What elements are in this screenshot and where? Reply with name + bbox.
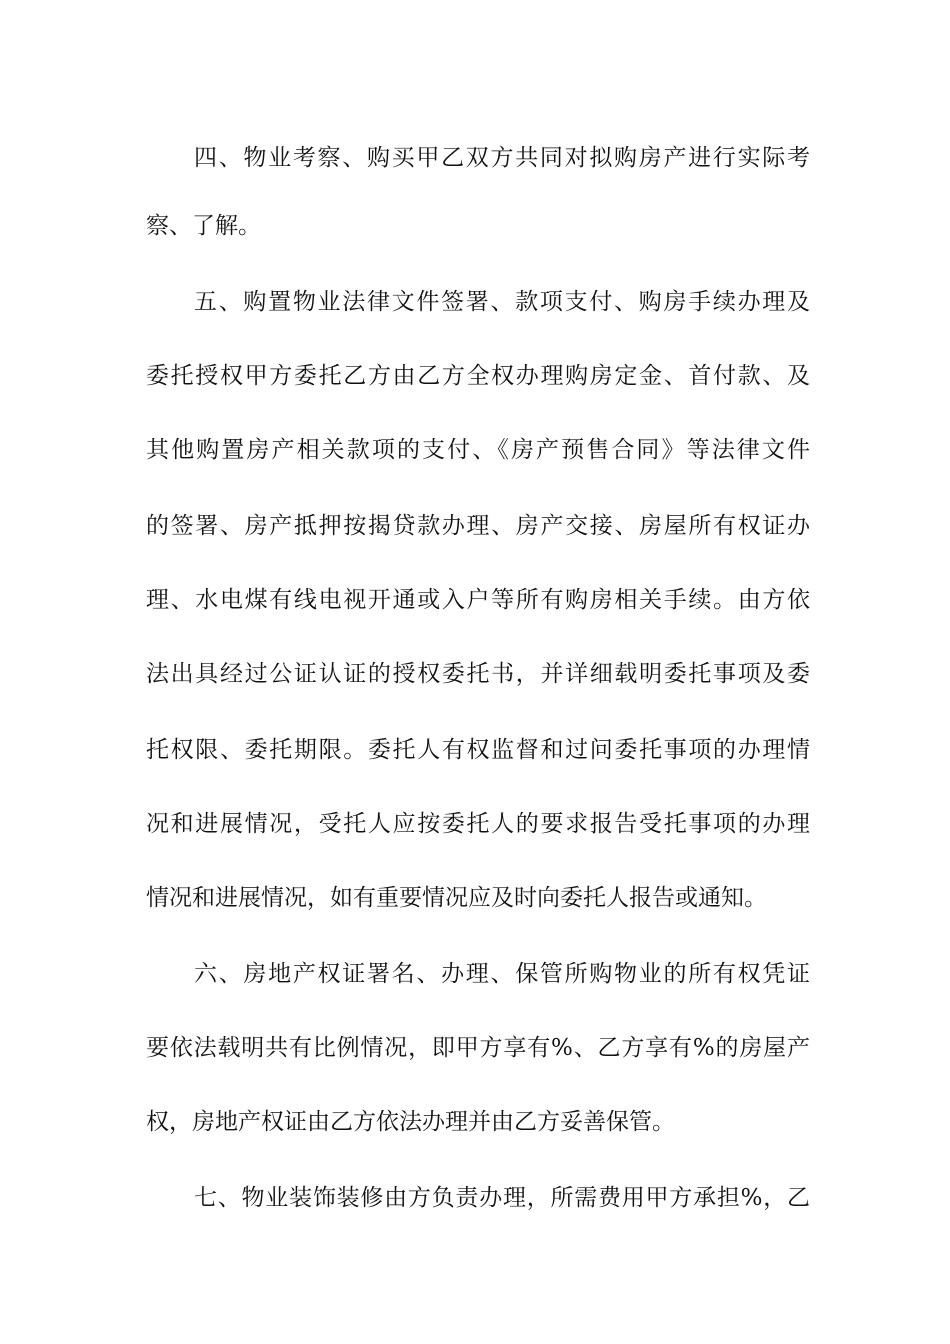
paragraph-5-line-3: 其他购置房产相关款项的支付、《房产预售合同》等法律文件 bbox=[146, 437, 810, 463]
paragraph-5-line-1: 五、购置物业法律文件签署、款项支付、购房手续办理及 bbox=[194, 289, 810, 315]
paragraph-5-line-6: 法出具经过公证认证的授权委托书，并详细载明委托事项及委 bbox=[146, 661, 810, 687]
paragraph-7-line-1: 七、物业装饰装修由方负责办理，所需费用甲方承担%，乙 bbox=[194, 1185, 810, 1211]
paragraph-5-line-9: 情况和进展情况，如有重要情况应及时向委托人报告或通知。 bbox=[146, 885, 767, 911]
paragraph-5-line-4: 的签署、房产抵押按揭贷款办理、房产交接、房屋所有权证办 bbox=[146, 513, 810, 539]
paragraph-5-line-5: 理、水电煤有线电视开通或入户等所有购房相关手续。由方依 bbox=[146, 587, 810, 613]
paragraph-4-line-1: 四、物业考察、购买甲乙双方共同对拟购房产进行实际考 bbox=[194, 145, 810, 171]
paragraph-4-line-2: 察、了解。 bbox=[146, 213, 261, 239]
paragraph-6-line-1: 六、房地产权证署名、办理、保管所购物业的所有权凭证 bbox=[194, 961, 810, 987]
paragraph-5-line-2: 委托授权甲方委托乙方由乙方全权办理购房定金、首付款、及 bbox=[146, 363, 810, 389]
paragraph-5-line-7: 托权限、委托期限。委托人有权监督和过问委托事项的办理情 bbox=[146, 737, 810, 763]
paragraph-5-line-8: 况和进展情况，受托人应按委托人的要求报告受托事项的办理 bbox=[146, 811, 810, 837]
paragraph-6-line-3: 权，房地产权证由乙方依法办理并由乙方妥善保管。 bbox=[146, 1109, 675, 1135]
paragraph-6-line-2: 要依法载明共有比例情况，即甲方享有%、乙方享有%的房屋产 bbox=[146, 1035, 810, 1061]
